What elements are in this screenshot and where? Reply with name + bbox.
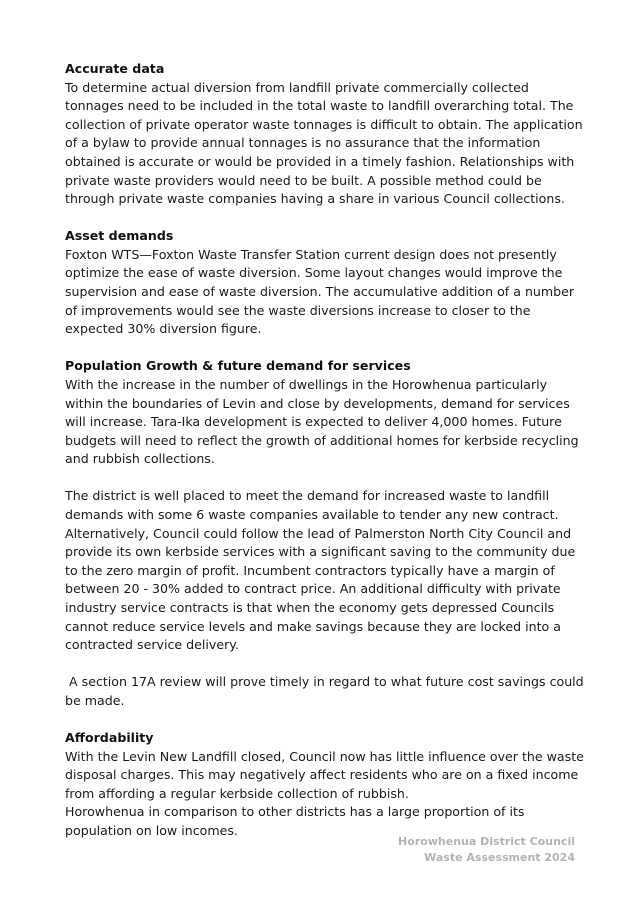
section-heading: Asset demands: [65, 228, 174, 244]
section-heading: Accurate data: [65, 61, 165, 76]
section-paragraph: A section 17A review will prove timely in regard to what future cost savings could be made.: [65, 674, 588, 708]
document-body: [65, 60, 588, 859]
section-paragraph: With the increase in the number of dwellings in the Horowhenua particularly within the boundaries of Levin and close by developments, demand for services will increase. Tara-Ika development is expected to deliver 4,000 homes. Future budgets will need to reflect the growth of additional homes for kerbside recycling and rubbish collections.: [65, 376, 579, 467]
page-footer: [398, 834, 575, 866]
section-heading: Population Growth & future demand for services: [65, 358, 411, 374]
section-affordability: [65, 729, 585, 841]
section-paragraph: To determine actual diversion from landfill private commercially collected tonnages need to be included in the total waste to landfill overarching total. The collection of private operator waste tonnages is difficult to obtain. The application of a bylaw to provide annual tonnages is no assurance that the information obtained is accurate or would be provided in a timely fashion. Relationships with private waste providers would need to be built. A possible method could be through private waste companies having a share in various Council collections.: [65, 79, 583, 207]
section-district-capacity: [65, 487, 585, 654]
footer-organisation: Horowhenua District Council: [398, 835, 575, 848]
section-paragraph: The district is well placed to meet the demand for increased waste to landfill demands with some 6 waste companies available to tender any new contract. Alternatively, Council could follow the lead of Palmerston North City Council and provide its own kerbside services with a significant saving to the community due to the zero margin of profit. Incumbent contractors typically have a margin of between 20 - 30% added to contract price. An additional difficulty with private industry service contracts is that when the economy gets depressed Councils cannot reduce service levels and make savings because they are locked into a contracted service delivery.: [65, 488, 576, 653]
footer-document-title: Waste Assessment 2024: [424, 851, 575, 864]
section-heading: Affordability: [65, 729, 154, 745]
section-population-growth: [65, 357, 585, 469]
section-paragraph: Foxton WTS—Foxton Waste Transfer Station current design does not presently optimize the ease of waste diversion. Some layout changes would improve the supervision and ease of waste diversion. The accumulative addition of a number of improvements would see the waste diversions increase to closer to the expected 30% diversion figure.: [65, 246, 575, 337]
section-paragraph: With the Levin New Landfill closed, Council now has little influence over the waste disposal charges. This may negatively affect residents who are on a fixed income from affording a regular kerbside collection of rubbish.: [65, 748, 584, 801]
section-asset-demands: [65, 227, 585, 339]
section-17a-review: [65, 673, 588, 710]
section-accurate-data: [65, 60, 585, 209]
section-paragraph: Horowhenua in comparison to other districts has a large proportion of its population on low incomes.: [65, 804, 525, 838]
